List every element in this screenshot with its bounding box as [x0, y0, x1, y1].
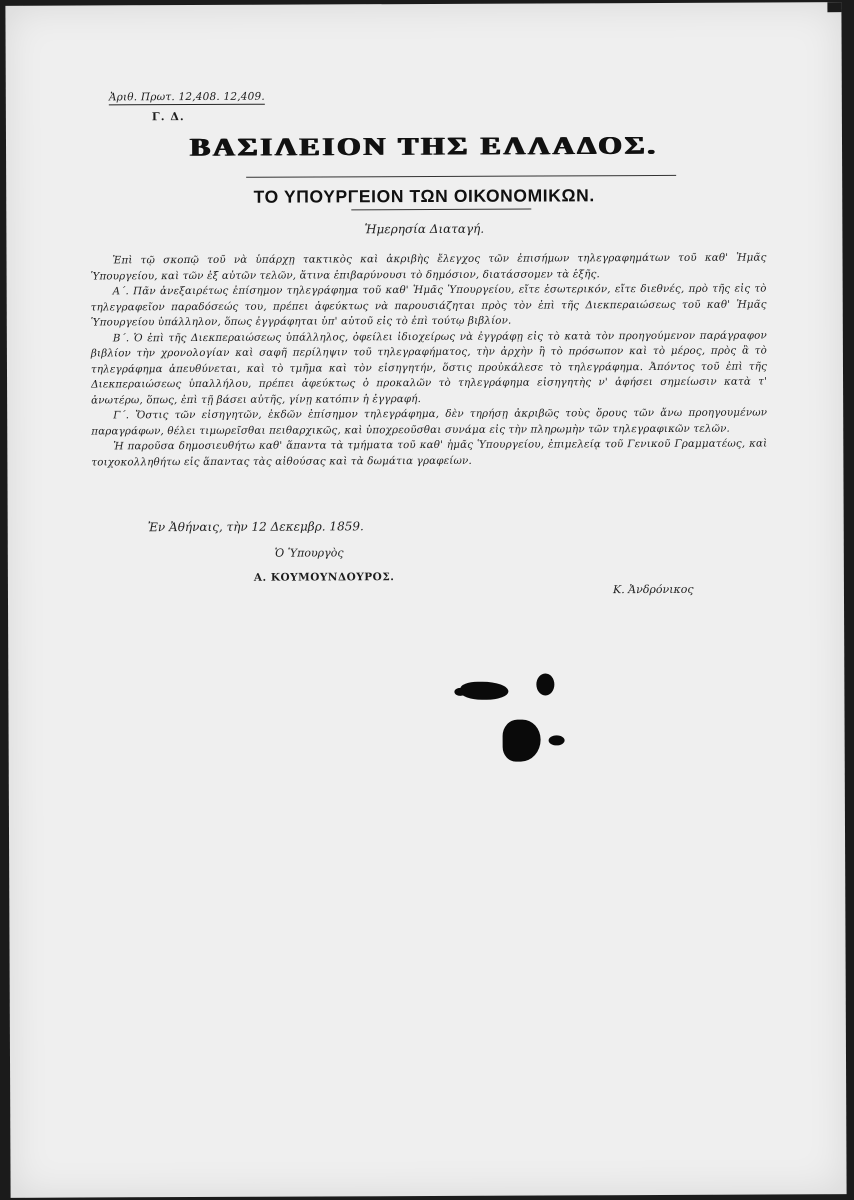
paragraph-a: Α΄. Πᾶν ἀνεξαιρέτως ἐπίσημον τηλεγράφημα τοῦ καθ' Ἡμᾶς Ὑπουργείου, εἴτε ἐσωτερικόν, εἴτε διεθνές, πρὸ τῆς εἰς τὸ τηλεγραφεῖον παραδόσεώς του, πρέπει ἀφεύκτως νὰ παρουσιάζηται πρὸς τὸν ἐπὶ τῆς Διεκπεραιώσεως τοῦ καθ' Ἡμᾶς Ὑπουργείου ὑπάλληλον, ὅπως ἐγγράφηται ὑπ' αὐτοῦ εἰς τὸ ἐπὶ τούτῳ βιβλίον. — [90, 282, 767, 329]
heading-rule-upper — [246, 175, 676, 178]
order-type: Ἡμερησία Διαταγή. — [364, 221, 485, 237]
section-code: Γ. Δ. — [151, 110, 185, 124]
paragraph-c: Γ΄. Ὅστις τῶν εἰσηγητῶν, ἐκδῶν ἐπίσημον τηλεγράφημα, δὲν τηρήσῃ ἀκριβῶς τοὺς ὅρους τῶν ἄνω προηγουμένων παραγράφων, θέλει τιμωρεῖσθαι πειθαρχικῶς, καὶ ὑποχρεοῦσθαι συνάμα εἰς τὴν πληρωμὴν τῶν τηλεγραφικῶν τελῶν. — [91, 406, 768, 437]
paragraph-intro: Ἐπὶ τῷ σκοπῷ τοῦ νὰ ὑπάρχῃ τακτικὸς καὶ ἀκριβὴς ἔλεγχος τῶν ἐπισήμων τηλεγραφημάτων τοῦ καθ' Ἡμᾶς Ὑπουργείου, καὶ τῶν ἐξ αὐτῶν τελῶν, ἅτινα ἐπιβαρύνουσι τὸ δημόσιον, διατάσσομεν τὰ ἑξῆς. — [90, 251, 767, 282]
minister-name: Α. ΚΟΥΜΟΥΝΔΟΥΡΟΣ. — [253, 571, 395, 584]
kingdom-heading: ΒΑΣΙΛΕΙΟΝ ΤΗΣ ΕΛΛΑΔΟΣ. — [190, 131, 658, 162]
paragraph-closing: Ἡ παροῦσα δημοσιευθήτω καθ' ἅπαντα τὰ τμήματα τοῦ καθ' ἡμᾶς Ὑπουργείου, ἐπιμελείᾳ τοῦ Γενικοῦ Γραμματέως, καὶ τοιχοκολληθήτω εἰς ἅπαντας τὰς αἰθούσας καὶ τὰ δωμάτια γραφείων. — [91, 437, 768, 468]
ink-blot — [503, 720, 541, 762]
document-page — [5, 2, 846, 1198]
date-line: Ἐν Ἀθήναις, τὴν 12 Δεκεμβρ. 1859. — [147, 519, 364, 535]
faint-bleedthrough — [249, 863, 810, 944]
ink-blot — [454, 688, 466, 696]
heading-rule-lower — [351, 209, 531, 211]
paragraph-b: Β΄. Ὁ ἐπὶ τῆς Διεκπεραιώσεως ὑπάλληλος, ὀφείλει ἰδιοχείρως νὰ ἐγγράφῃ εἰς τὸ κατὰ τὸν προηγούμενον παράγραφον βιβλίον τὴν χρονολογίαν καὶ σαφῆ περίληψιν τοῦ τηλεγραφήματος, τὴν ἀρχὴν ἢ τὸ πρόσωπον καὶ τὸ μέρος, πρὸς ἃ τὸ τηλεγράφημα ἀπευθύνεται, καὶ τὸ τμῆμα καὶ τὸν εἰσηγητήν, ὅστις προὐκάλεσε τὸ τηλεγράφημα. Ἀπόντος τοῦ ἐπὶ τῆς Διεκπεραιώσεως ὑπαλλήλου, πρέπει ἀφεύκτως ὁ προκαλῶν τὸ τηλεγράφημα εἰσηγητὴς ν' ἀφήσει σημείωσιν κατὰ τ' ἀνωτέρω, ὅπως, ἐπὶ τῇ βάσει αὐτῆς, γίνῃ κατόπιν ἡ ἐγγραφή. — [90, 329, 768, 406]
ink-blot — [460, 682, 508, 700]
ministry-heading: ΤΟ ΥΠΟΥΡΓΕΙΟΝ ΤΩΝ ΟΙΚΟΝΟΜΙΚΩΝ. — [253, 185, 595, 207]
reference-number: Ἀριθ. Πρωτ. 12,408. 12,409. — [108, 90, 265, 104]
secretary-signature: Κ. Ἀνδρόνικος — [612, 582, 694, 597]
ink-blot — [536, 673, 554, 695]
page-corner-tear — [827, 2, 841, 12]
ink-blot — [549, 735, 565, 745]
order-body — [90, 251, 767, 471]
minister-title: Ὁ Ὑπουργὸς — [274, 546, 344, 560]
